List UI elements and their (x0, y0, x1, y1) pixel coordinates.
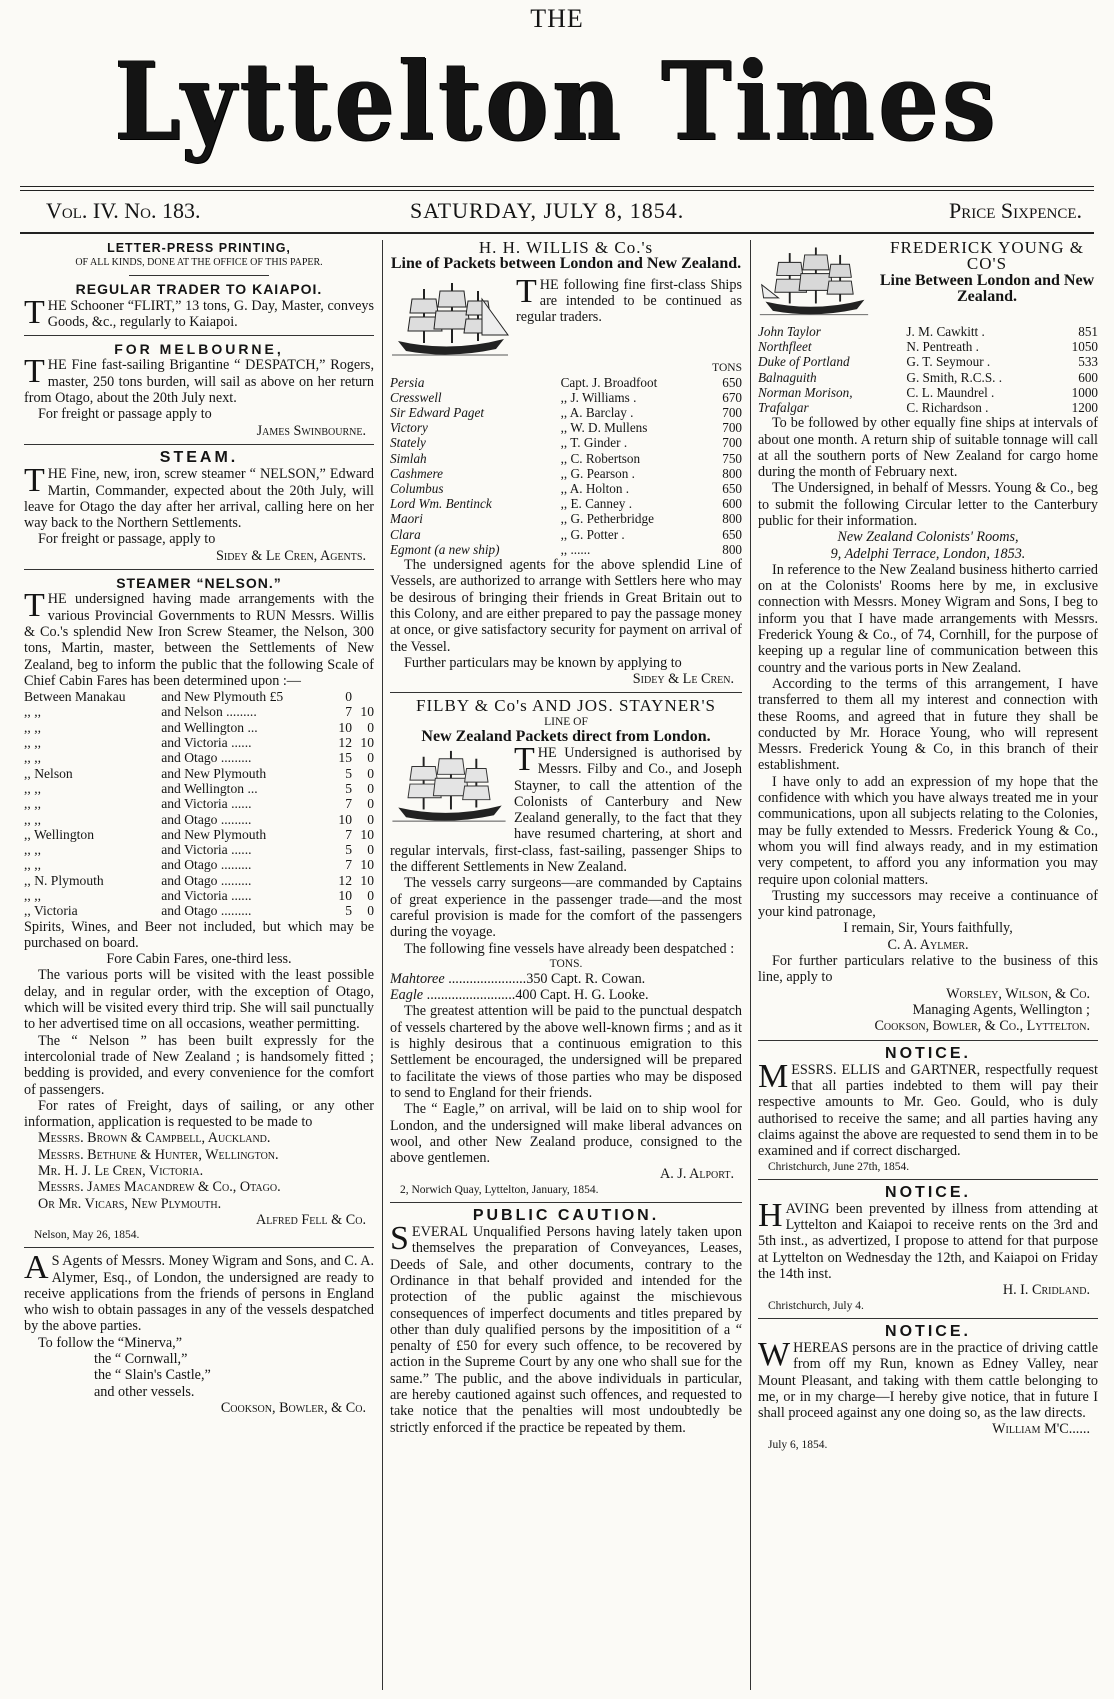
ship-name: Eagle (390, 987, 424, 1004)
fare-row (24, 873, 374, 888)
wigram-follow: To follow the “Minerva,” (38, 1334, 182, 1351)
young-remain: I remain, Sir, Yours faithfully, (843, 920, 1013, 937)
nelson-built: The “ Nelson ” has been built expressly for the intercolonial trade of New Zealand ; is handsomely fitted ; bedding is provided, and every convenience for the comfort of passengers. (24, 1032, 374, 1098)
young-undersigned: The Undersigned, in behalf of Messrs. Young & Co., beg to submit the following Circular letter to the Canterbury public for their information. (758, 480, 1098, 529)
ship-name: Simlah (390, 450, 427, 466)
ship-row (390, 451, 742, 466)
ship-tons: 750 (722, 450, 742, 466)
ship-captain: ,, E. Canney . (560, 496, 632, 512)
filby-ship-list (390, 971, 742, 1004)
fare-from: ,, N. Plymouth (24, 872, 104, 888)
fare-route: and Wellington ... (161, 780, 258, 796)
ship-captain: ,, ...... (560, 541, 591, 557)
ship-tons: 533 (1078, 354, 1098, 370)
fare-from: ,, ,, (24, 887, 41, 903)
ship-row (390, 481, 742, 496)
notice-ellis-gartner: MESSRS. ELLIS and GARTNER, respectfully request that all parties indebted to them will pay their respective amounts to Mr. Geo. Gould, who is duly authorised to receive the same; and all parties having any claims against the above are requested to send them in to be examined and if correct discharged. (758, 1057, 1098, 1160)
notice-cattle: WHEREAS persons are in the practice of driving cattle from off my Run, known as Edney Valley, near Mount Pleasant, and taking with them cattle belonging to me, or in my charge—I hereby give notice, that in future I shall proceed against any one doing so, as the law directs. (758, 1335, 1098, 1422)
fare-from: ,, Wellington (24, 826, 95, 842)
agents-list (24, 1130, 374, 1211)
young-heading: FREDERICK YOUNG & CO'S (890, 240, 1084, 274)
fare-pounds: 7 (345, 826, 352, 842)
ship-name: Columbus (390, 481, 444, 497)
fare-route: and Otago ......... (161, 903, 252, 919)
fare-pounds: 7 (345, 704, 352, 720)
ship-row (390, 542, 742, 557)
ship-row (758, 385, 1098, 400)
willis-agents: The undersigned agents for the above splendid Line of Vessels, are authorized to arrange with Settlers here who may be desirous of bringing their friends in Great Britain out to this Colony, and are either prepared to pay the passage money at once, or give satisfactory security for payment on arrival of the Vessel. (390, 557, 742, 655)
wigram-ship: the “ Slain's Castle,” (94, 1367, 211, 1384)
masthead-rule (20, 190, 1094, 191)
ship-row (758, 339, 1098, 354)
ship-tons: 700 (722, 420, 742, 436)
divider (24, 1247, 374, 1248)
fare-from: Between Manakau (24, 689, 126, 705)
fare-route: and New Plymouth (161, 826, 267, 842)
fare-row (24, 812, 374, 827)
tons-label: TONS. (549, 957, 583, 970)
fare-shillings: 0 (367, 811, 374, 827)
notice-heading: NOTICE. (885, 1183, 971, 1201)
fare-shillings (352, 689, 374, 704)
fare-pounds: 12 (338, 872, 352, 888)
fare-row (24, 689, 374, 704)
sailing-ship-icon (390, 747, 508, 827)
fare-from: ,, ,, (24, 796, 41, 812)
steam-ad: THE Fine, new, iron, screw steamer “ NELSON,” Edward Martin, Commander, expected about the 20th July, will leave for Otago the day after her arrival, calling here on her way back to the Northern Settlements. (24, 462, 374, 532)
ship-name: Duke of Portland (758, 354, 850, 370)
notice-date: Christchurch, June 27th, 1854. (768, 1160, 910, 1173)
fare-row (24, 720, 374, 735)
divider (24, 569, 374, 570)
dateline-rule (20, 232, 1094, 234)
ship-tons: 650 (722, 526, 742, 542)
notice-heading: NOTICE. (885, 1322, 971, 1340)
ship-captain: ,, G. Potter . (560, 526, 625, 542)
fare-row (24, 827, 374, 842)
filby-subheading: New Zealand Packets direct from London. (421, 727, 711, 745)
wigram-ship: the “ Cornwall,” (94, 1351, 188, 1367)
masthead (0, 0, 1114, 190)
willis-heading: H. H. WILLIS & Co.'s (478, 240, 654, 257)
young-ship-table (758, 324, 1098, 415)
fare-pounds: 10 (338, 719, 352, 735)
column-rule (382, 240, 383, 1690)
dateline (30, 196, 1090, 230)
fare-pounds: 12 (338, 735, 352, 751)
divider (758, 1179, 1098, 1180)
column-rule (750, 240, 751, 1690)
fare-shillings: 0 (367, 750, 374, 766)
fare-row (24, 781, 374, 796)
fare-row (24, 903, 374, 918)
nelson-signature: Alfred Fell & Co. (255, 1211, 366, 1228)
ship-row (390, 390, 742, 405)
fare-shillings: 10 (360, 826, 374, 842)
issue-date: SATURDAY, JULY 8, 1854. (410, 198, 685, 223)
melbourne-apply: For freight or passage apply to (38, 406, 212, 423)
young-signature: C. A. Aylmer. (887, 936, 969, 953)
filby-attention: The greatest attention will be paid to the punctual despatch of vessels chartered by the above well-known firms ; and as it is highly desirous that a continuous emigration to this Settlement be encouraged, the undersigned will be prepared to facilitate the views of those parties who may be disposed to send to England for their friends. (390, 1003, 742, 1101)
ship-tons: 700 (722, 435, 742, 451)
agent-entry: Messrs. Brown & Campbell, Auckland. (38, 1130, 271, 1147)
fare-shillings: 0 (367, 780, 374, 796)
fare-route: and New Plymouth (161, 765, 267, 781)
ship-name: Clara (390, 526, 421, 542)
fare-shillings: 10 (360, 704, 374, 720)
fare-route: and Otago ......... (161, 872, 252, 888)
fare-row (24, 842, 374, 857)
ship-captain: Capt. J. Broadfoot (560, 374, 658, 390)
wigram-ships (24, 1351, 374, 1400)
ship-captain: ,, J. Williams . (560, 389, 637, 405)
fare-from: ,, Nelson (24, 765, 73, 781)
fare-pounds: 5 (345, 765, 352, 781)
ship-captain: ,, A. Barclay . (560, 405, 634, 420)
ship-tons: 600 (1078, 369, 1098, 385)
ship-name: Persia (390, 374, 425, 390)
ship-tons: 600 (722, 496, 742, 512)
fare-row (24, 888, 374, 903)
fare-row (24, 704, 374, 719)
fare-from: ,, ,, (24, 704, 41, 720)
willis-signature: Sidey & Le Cren. (632, 671, 734, 688)
fares-table (24, 689, 374, 918)
ship-captain: ,, W. D. Mullens (560, 420, 648, 436)
ship-row (390, 466, 742, 481)
ship-name: Stately (390, 435, 426, 451)
ship-tons: 851 (1078, 324, 1098, 339)
fare-pounds: 5 (345, 780, 352, 796)
fare-pounds: 5 (345, 903, 352, 919)
wigram-ad: AS Agents of Messrs. Money Wigram and Sons, and C. A. Alymer, Esq., of London, the undersigned are ready to receive applications from the friends of persons in England who wish to obtain passages in any of the vessels despatched by the above parties. (24, 1249, 374, 1335)
ship-row (390, 375, 742, 390)
fare-route: and Victoria ...... (161, 796, 252, 812)
divider (758, 1318, 1098, 1319)
ship-tons: 1200 (1071, 400, 1098, 416)
ship-name: Norman Morison, (758, 384, 853, 400)
ship-captain: J. M. Cawkitt . (906, 324, 985, 339)
ship-name: Egmont (a new ship) (390, 541, 500, 557)
young-agents-lyttelton: Cookson, Bowler, & Co., Lyttelton. (874, 1018, 1090, 1035)
ship-row (390, 435, 742, 450)
fare-shillings: 0 (367, 765, 374, 781)
ship-captain: C. Richardson . (906, 400, 989, 416)
ship-captain: ,, A. Holton . (560, 481, 630, 497)
notice-signature: H. I. Cridland. (1002, 1282, 1090, 1299)
agent-entry: Mr. H. J. Le Cren, Victoria. (38, 1163, 204, 1180)
ship-name: Cashmere (390, 465, 443, 481)
filby-signature: A. J. Alport. (659, 1166, 734, 1183)
ship-name: Balnaguith (758, 369, 817, 385)
ship-name: Maori (390, 511, 423, 527)
fare-shillings: 10 (360, 735, 374, 751)
young-address: 9, Adelphi Terrace, London, 1853. (830, 545, 1026, 562)
ship-row (758, 400, 1098, 415)
nelson-rates: For rates of Freight, days of sailing, or any other information, application is requested to be made to (24, 1097, 374, 1131)
fare-from: ,, ,, (24, 857, 41, 873)
fare-row (24, 750, 374, 765)
willis-ship-table (390, 375, 742, 557)
fare-shillings: 0 (367, 719, 374, 735)
filby-line-of: LINE OF (544, 715, 588, 728)
ship-row (758, 354, 1098, 369)
ship-row (758, 370, 1098, 385)
ship-info: ......................350 Capt. R. Cowan. (444, 970, 646, 987)
price: Price Sixpence. (949, 198, 1082, 223)
tons-label: TONS (712, 361, 742, 374)
caution-body: SEVERAL Unqualified Persons having lately taken upon themselves the preparation of Conveyances, Leases, Deeds of Sale, and other documents, contrary to the Ordinance in that behalf provided and intended for the protection of the public against the mischievous consequences of imperfect documents and titles prepared by other than duly qualified persons by the impositition of a “ penalty of £50 for every such offence, to be recovered by action in the Supreme Court by any one who shall sue for the same.” The public, and the above individuals in particular, are hereby cautioned against such offences, and requested to take notice that the penalties will most undoubtedly be strictly enforced if the practice be repeated by them. (390, 1220, 742, 1436)
divider (758, 1040, 1098, 1041)
ship-captain: N. Pentreath . (906, 339, 979, 355)
fare-shillings: 10 (360, 872, 374, 888)
filby-address: 2, Norwich Quay, Lyttelton, January, 1854. (400, 1183, 599, 1196)
ship-name: Cresswell (390, 389, 442, 405)
ship-name: Trafalgar (758, 400, 809, 416)
young-terms: According to the terms of this arrangement, I have transferred to them all my interest and connection with these Rooms, and agreed that in future they shall be conducted by Mr. Horace Young, who will represent Messrs. Frederick Young & Co, in this branch of their establishment. (758, 675, 1098, 774)
notice-date: Christchurch, July 4. (768, 1299, 864, 1312)
fare-from: ,, ,, (24, 735, 41, 751)
fare-pounds: 5 (345, 842, 352, 858)
filby-eagle: The “ Eagle,” on arrival, will be laid on to ship wool for London, and the undersigned will make liberal advances on wool, and other New Zealand produce, consigned to the above gentlemen. (390, 1101, 742, 1167)
young-hope: I have only to add an expression of my hope that the confidence with which you have always treated me in your communications, upon all subjects relating to the Colonies, may be fully extended to Messrs. Frederick Young & Co., whom you will find always ready, and in my estimation very competent, to afford you any information you may require upon colonial matters. (758, 773, 1098, 888)
fare-route: and Otago ......... (161, 811, 252, 827)
fare-row (24, 857, 374, 872)
ship-name: Lord Wm. Bentinck (390, 496, 492, 512)
fare-route: and Otago ......... (161, 750, 252, 766)
fare-shillings: 0 (367, 842, 374, 858)
fare-route: and Victoria ...... (161, 735, 252, 751)
fare-shillings: 0 (367, 903, 374, 919)
fare-route: and Victoria ...... (161, 887, 252, 903)
caution-heading: PUBLIC CAUTION. (472, 1206, 660, 1224)
fare-pounds: 7 (345, 796, 352, 812)
ship-row (390, 405, 742, 420)
volume-number: Vol. IV. No. 183. (46, 198, 201, 223)
letterpress-heading: LETTER-PRESS PRINTING, (107, 241, 291, 255)
kaiapoi-heading: REGULAR TRADER TO KAIAPOI. (75, 281, 323, 298)
divider (24, 444, 374, 445)
nelson-fore-cabin: Fore Cabin Fares, one-third less. (106, 951, 292, 968)
fare-row (24, 796, 374, 811)
agent-entry: Or Mr. Vicars, New Plymouth. (38, 1195, 222, 1212)
filby-surgeons: The vessels carry surgeons—are commanded by Captains of great experience in the passenger trade—and the most careful provision is made for the comfort of the passengers during the voyage. (390, 875, 742, 941)
masthead-the: THE (530, 4, 584, 33)
ship-tons: 700 (722, 405, 742, 420)
ship-name: Northfleet (758, 339, 812, 355)
ship-captain: ,, G. Pearson . (560, 465, 635, 481)
filby-ship-row (390, 987, 742, 1003)
ship-tons: 1050 (1071, 339, 1098, 355)
sailing-ship-icon (758, 242, 870, 322)
fare-route: and Otago ......... (161, 857, 252, 873)
nelson-spirits: Spirits, Wines, and Beer not included, but which may be purchased on board. (24, 918, 374, 951)
steam-heading: STEAM. (159, 448, 239, 466)
fare-from: ,, ,, (24, 719, 41, 735)
ship-tons: 800 (722, 511, 742, 527)
sailing-ship-icon (390, 279, 510, 361)
young-follow: To be followed by other equally fine ships at intervals of about one month. A return ship of suitable tonnage will call at all the southern ports of New Zealand for cargo home during the month of February next. (758, 415, 1098, 481)
ship-row (390, 420, 742, 435)
ship-captain: G. Smith, R.C.S. . (906, 369, 1003, 385)
ship-captain: ,, G. Petherbridge (560, 511, 654, 527)
ship-tons: 800 (722, 541, 742, 557)
divider (129, 275, 269, 276)
willis-intro: THE following fine first-class Ships are intended to be continued as regular traders. (516, 272, 742, 326)
nelson-heading: STEAMER “NELSON.” (116, 575, 282, 592)
fare-row (24, 735, 374, 750)
ship-name: John Taylor (758, 324, 821, 339)
filby-following: The following fine vessels have already been despatched : (404, 940, 735, 957)
melbourne-signature: James Swinbourne. (256, 422, 366, 439)
young-trusting: Trusting my successors may receive a continuance of your kind patronage, (758, 887, 1098, 921)
steam-signature: Sidey & Le Cren, Agents. (215, 547, 366, 564)
wigram-ship: and other vessels. (94, 1383, 195, 1400)
willis-subheading: Line of Packets between London and New Zealand. (390, 255, 742, 273)
fare-route: and Wellington ... (161, 719, 258, 735)
ship-captain: ,, T. Ginder . (560, 435, 628, 451)
ship-info: .........................400 Capt. H. G. Looke. (423, 987, 649, 1004)
fare-route: and Victoria ...... (161, 842, 252, 858)
column-3 (758, 240, 1098, 1690)
column-1 (24, 240, 374, 1690)
nelson-ports: The various ports will be visited with the least possible delay, and in regular order, with the exception of Otago, which will be visited every third trip. She will sail punctually to her advertised time on all occasions, weather permitting. (24, 967, 374, 1033)
young-agents-role: Managing Agents, Wellington ; (912, 1001, 1090, 1018)
ship-tons: 670 (722, 389, 742, 405)
notice-signature: William M'C...... (992, 1421, 1090, 1438)
willis-further: Further particulars may be known by applying to (404, 654, 682, 671)
ship-row (758, 324, 1098, 339)
masthead-rule (20, 186, 1094, 187)
fare-pounds: 10 (338, 887, 352, 903)
divider (24, 335, 374, 336)
newspaper-title: Lyttelton Times (114, 38, 1000, 166)
fare-route: and Nelson ......... (161, 704, 257, 720)
fare-from: ,, ,, (24, 750, 41, 766)
ship-tons: 650 (722, 481, 742, 497)
ship-name: Sir Edward Paget (390, 405, 485, 420)
nelson-intro: THE undersigned having made arrangements with the various Provincial Governments to RUN Messrs. Willis & Co.'s splendid New Iron Screw Steamer, the Nelson, 300 tons, Martin, master, between the Settlements of New Zealand, beg to inform the public that the following Scale of Chief Cabin Fares has been determined upon :— (24, 587, 374, 689)
ship-name: Victory (390, 420, 428, 436)
fare-from: ,, Victoria (24, 903, 78, 919)
divider (390, 692, 742, 693)
ship-row (390, 527, 742, 542)
ship-row (390, 496, 742, 511)
filby-intro: THE Undersigned is authorised by Messrs. Filby and Co., and Joseph Stayner, to call the attention of the Colonists of Canterbury and New Zealand generally, to the fact that they have resumed chartering, at short and regular intervals, first-class, fast-sailing, passenger Ships to the different Settlements in New Zealand. (390, 741, 742, 876)
fare-from: ,, ,, (24, 780, 41, 796)
fare-pounds: 15 (338, 750, 352, 766)
nelson-dateline: Nelson, May 26, 1854. (34, 1229, 140, 1242)
young-reference: In reference to the New Zealand business hitherto carried on at the Colonists' Rooms here by me, in exclusive connection with Messrs. Money Wigram and Sons, I beg to inform you that I have made arrangements with Messrs. Frederick Young & Co., of 74, Cornhill, for the purpose of keeping up a regular line of communication between this country and the various ports in New Zealand. (758, 561, 1098, 676)
fare-from: ,, ,, (24, 811, 41, 827)
filby-heading: FILBY & Co's AND JOS. STAYNER'S (416, 696, 716, 716)
young-further: For further particulars relative to the business of this line, apply to (758, 953, 1098, 986)
fare-shillings: 10 (360, 857, 374, 873)
agent-entry: Messrs. Bethune & Hunter, Wellington. (38, 1146, 279, 1163)
fare-pounds: 0 (345, 689, 352, 705)
young-subheading: Line Between London and New Zealand. (879, 271, 1095, 305)
melbourne-ad: THE Fine fast-sailing Brigantine “ DESPATCH,” Rogers, master, 250 tons burden, will sail as above on her return from Otago, about the 20th July next. (24, 353, 374, 407)
notice-heading: NOTICE. (885, 1044, 971, 1062)
melbourne-heading: FOR MELBOURNE, (114, 341, 284, 358)
fare-from: ,, ,, (24, 842, 41, 858)
ship-tons: 650 (722, 374, 742, 390)
fare-shillings: 0 (367, 796, 374, 812)
ship-name: Mahtoree (390, 970, 445, 987)
ship-tons: 1000 (1071, 384, 1098, 400)
fare-shillings: 0 (367, 887, 374, 903)
divider (390, 1202, 742, 1203)
ship-captain: C. L. Maundrel . (906, 384, 995, 400)
young-agents-wellington: Worsley, Wilson, & Co. (946, 985, 1090, 1002)
fare-pounds: 10 (338, 811, 352, 827)
fare-route: and New Plymouth £5 (161, 689, 284, 705)
column-2 (390, 240, 742, 1690)
agent-entry: Messrs. James Macandrew & Co., Otago. (38, 1179, 281, 1196)
ship-row (390, 511, 742, 526)
young-rooms: New Zealand Colonists' Rooms, (837, 529, 1019, 546)
notice-date: July 6, 1854. (768, 1438, 828, 1451)
letterpress-subheading: OF ALL KINDS, DONE AT THE OFFICE OF THIS PAPER. (75, 257, 323, 269)
ship-captain: ,, C. Robertson (560, 450, 641, 466)
fare-pounds: 7 (345, 857, 352, 873)
steam-apply: For freight or passage, apply to (38, 531, 216, 548)
ship-tons: 800 (722, 465, 742, 481)
ship-captain: G. T. Seymour . (906, 354, 991, 370)
fare-row (24, 766, 374, 781)
wigram-signature: Cookson, Bowler, & Co. (220, 1399, 366, 1416)
kaiapoi-ad: THE Schooner “FLIRT,” 13 tons, G. Day, Master, conveys Goods, &c., regularly to Kaiapoi. (24, 293, 374, 331)
filby-ship-row (390, 971, 742, 987)
notice-cridland: HAVING been prevented by illness from attending at Lyttelton and Kaiapoi to receive rents on the 3rd and 5th inst., as advertized, I propose to attend for that purpose at Lyttelton on Wednesday the 12th, and Kaiapoi on Friday the 14th inst. (758, 1196, 1098, 1283)
